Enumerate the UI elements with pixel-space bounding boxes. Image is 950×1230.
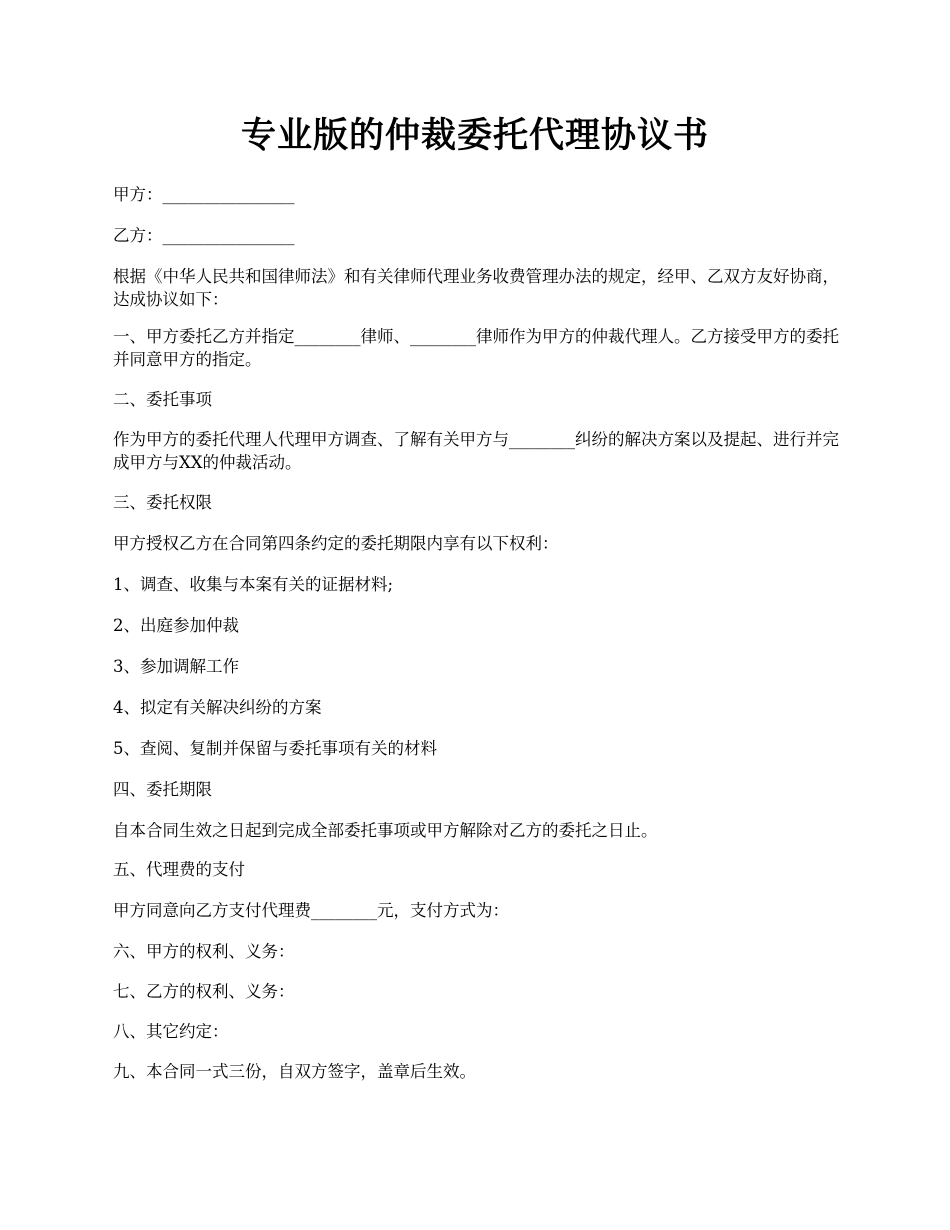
section-heading-authority: 三、委托权限 bbox=[113, 493, 212, 512]
entrusted-matters-paragraph: 作为甲方的委托代理人代理甲方调查、了解有关甲方与________纠纷的解决方案以及提起、进行并完成甲方与XX的仲裁活动。 bbox=[113, 430, 839, 472]
section-heading-payment: 五、代理费的支付 bbox=[113, 860, 245, 879]
party-b-line: 乙方：________________ bbox=[113, 226, 295, 245]
closing-clause-paragraph: 九、本合同一式三份，自双方签字，盖章后生效。 bbox=[113, 1062, 476, 1081]
authority-item-5: 5、查阅、复制并保留与委托事项有关的材料 bbox=[113, 739, 437, 758]
authority-item-2: 2、出庭参加仲裁 bbox=[113, 616, 239, 635]
section-heading-party-a-rights: 六、甲方的权利、义务： bbox=[113, 942, 295, 961]
authority-item-4: 4、拟定有关解决纠纷的方案 bbox=[113, 698, 322, 717]
document-title: 专业版的仲裁委托代理协议书 bbox=[240, 115, 709, 156]
section-heading-party-b-rights: 七、乙方的权利、义务： bbox=[113, 982, 295, 1001]
section-heading-term: 四、委托期限 bbox=[113, 780, 212, 799]
party-a-line: 甲方：________________ bbox=[113, 185, 295, 204]
term-paragraph: 自本合同生效之日起到完成全部委托事项或甲方解除对乙方的委托之日止。 bbox=[113, 821, 658, 840]
payment-paragraph: 甲方同意向乙方支付代理费________元，支付方式为： bbox=[113, 901, 509, 920]
authority-item-1: 1、调查、收集与本案有关的证据材料; bbox=[113, 575, 394, 594]
clause-1-paragraph: 一、甲方委托乙方并指定________律师、________律师作为甲方的仲裁代理人。乙方接受甲方的委托并同意甲方的指定。 bbox=[113, 327, 839, 369]
section-heading-other-terms: 八、其它约定： bbox=[113, 1022, 229, 1041]
authority-intro-paragraph: 甲方授权乙方在合同第四条约定的委托期限内享有以下权利： bbox=[113, 534, 559, 553]
section-heading-entrusted-matters: 二、委托事项 bbox=[113, 390, 212, 409]
authority-item-3: 3、参加调解工作 bbox=[113, 657, 239, 676]
preamble-paragraph: 根据《中华人民共和国律师法》和有关律师代理业务收费管理办法的规定，经甲、乙双方友好协商，达成协议如下： bbox=[113, 267, 839, 309]
